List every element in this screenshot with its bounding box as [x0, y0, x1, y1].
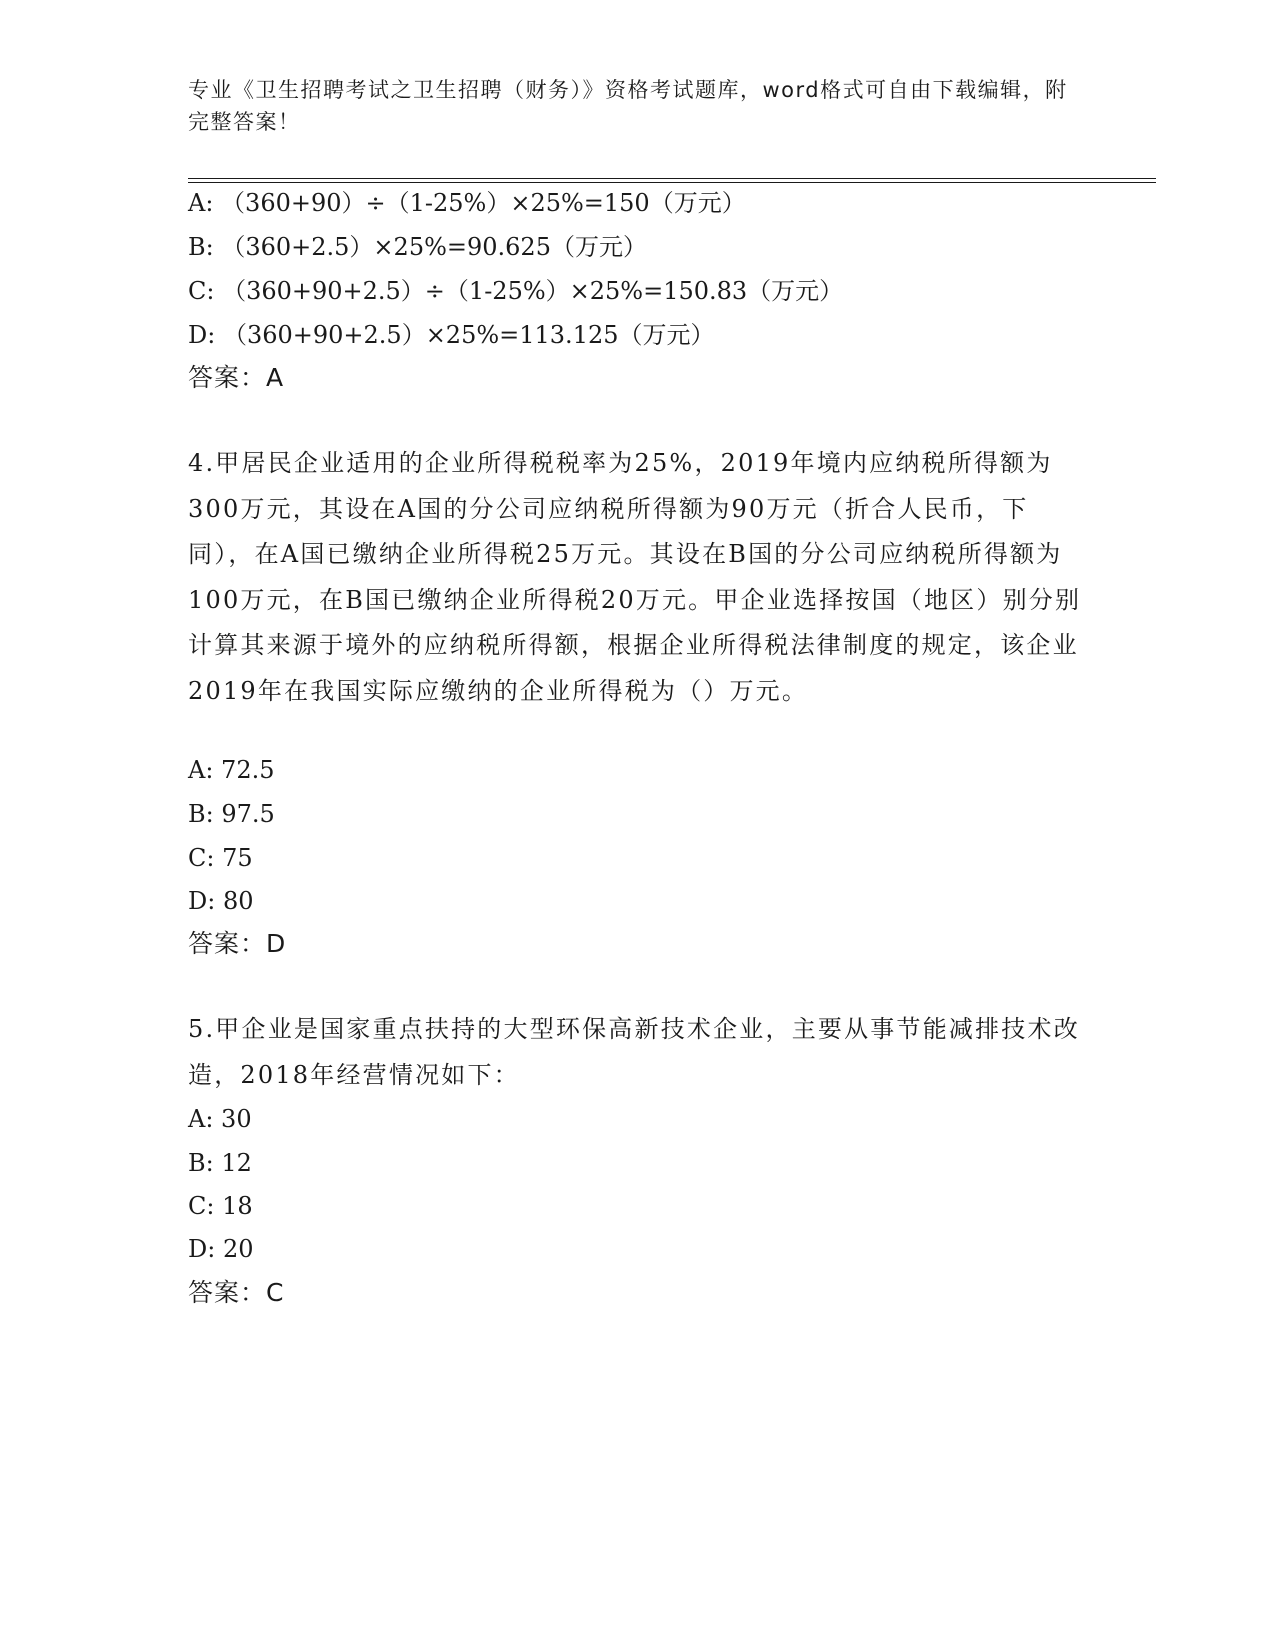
- q4-option-d: D: 80: [188, 887, 254, 915]
- q5-option-d: D: 20: [188, 1235, 254, 1263]
- q4-answer: 答案：D: [188, 929, 287, 958]
- q5-option-c: C: 18: [188, 1192, 253, 1220]
- q3-option-c: C: （360+90+2.5）÷（1-25%）×25%=150.83（万元）: [188, 277, 844, 305]
- q3-option-a: A: （360+90）÷（1-25%）×25%=150（万元）: [188, 189, 746, 217]
- header-divider-top: [188, 178, 1156, 179]
- q4-option-a: A: 72.5: [188, 756, 275, 784]
- q3-answer: 答案：A: [188, 363, 285, 392]
- q5-option-a: A: 30: [188, 1105, 252, 1133]
- q4-question-text: 4.甲居民企业适用的企业所得税税率为25%，2019年境内应纳税所得额为300万元，其设在A国的分公司应纳税所得额为90万元（折合人民币，下同），在A国已缴纳企业所得税25万元。其设在B国的分公司应纳税所得额为100万元，在B国已缴纳企业所得税20万元。甲企业选择按国（地区）别分别计算其来源于境外的应纳税所得额，根据企业所得税法律制度的规定，该企业2019年在我国实际应缴纳的企业所得税为（）万元。: [188, 449, 1082, 705]
- q3-option-d: D: （360+90+2.5）×25%=113.125（万元）: [188, 321, 715, 349]
- q5-answer: 答案：C: [188, 1278, 285, 1307]
- q5-option-b: B: 12: [188, 1149, 252, 1177]
- q4-option-c: C: 75: [188, 844, 253, 872]
- q5-question-text: 5.甲企业是国家重点扶持的大型环保高新技术企业，主要从事节能减排技术改造，2018年经营情况如下：: [188, 1015, 1080, 1089]
- q4-option-b: B: 97.5: [188, 800, 275, 828]
- document-header: 专业《卫生招聘考试之卫生招聘（财务）》资格考试题库，word格式可自由下载编辑，附完整答案！: [188, 78, 1068, 134]
- q3-option-b: B: （360+2.5）×25%=90.625（万元）: [188, 233, 647, 261]
